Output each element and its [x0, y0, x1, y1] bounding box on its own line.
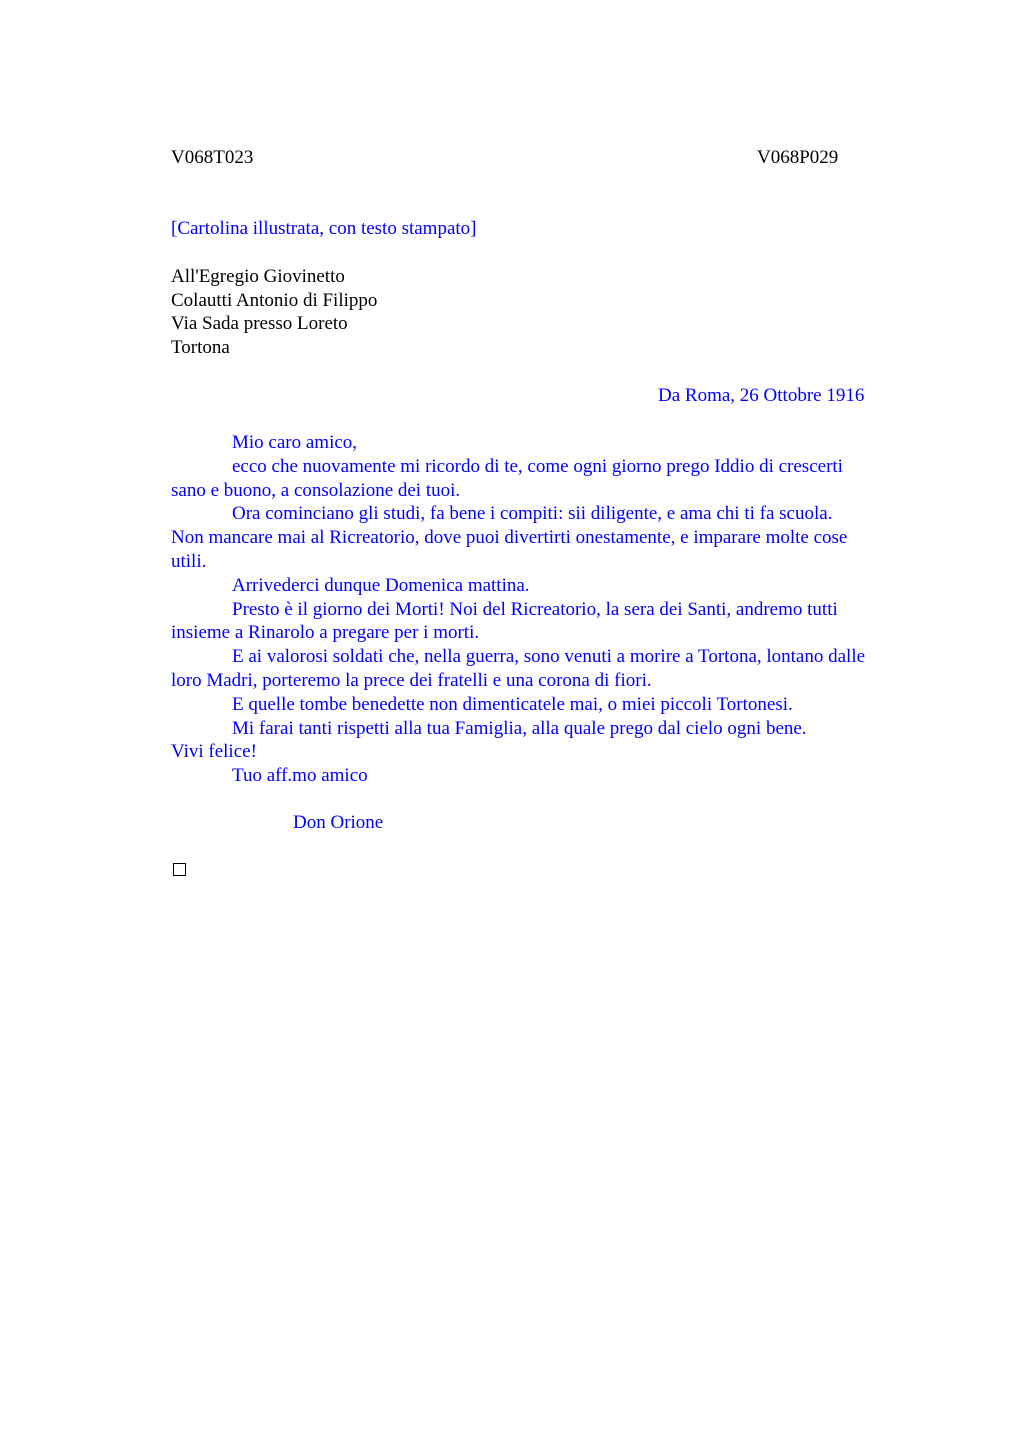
letter-line: utili.	[171, 550, 207, 572]
letter-line: E ai valorosi soldati che, nella guerra, sono venuti a morire a Tortona, lontano dalle	[232, 646, 866, 668]
empty-box-icon	[173, 863, 186, 876]
letter-line: Tuo aff.mo amico	[232, 765, 368, 787]
letter-line: insieme a Rinarolo a pregare per i morti.	[171, 622, 480, 644]
address-line: Colautti Antonio di Filippo	[171, 289, 378, 311]
letter-line: Non mancare mai al Ricreatorio, dove puoi divertirti onestamente, e imparare molte cose	[171, 527, 848, 549]
letter-line: Ora cominciano gli studi, fa bene i compiti: sii diligente, e ama chi ti fa scuola.	[232, 503, 833, 525]
address-line: Via Sada presso Loreto	[171, 313, 348, 335]
letter-line: Arrivederci dunque Domenica mattina.	[232, 574, 530, 596]
letter-line: sano e buono, a consolazione dei tuoi.	[171, 479, 461, 501]
volume-code-right: V068P029	[757, 147, 839, 168]
letter-line: Mio caro amico,	[232, 432, 358, 453]
address-block	[171, 265, 377, 360]
letter-line: Mi farai tanti rispetti alla tua Famiglia, alla quale prego dal cielo ogni bene.	[232, 717, 807, 739]
letter-line: ecco che nuovamente mi ricordo di te, come ogni giorno prego Iddio di crescerti	[232, 455, 843, 477]
letter-line: loro Madri, porteremo la prece dei fratelli e una corona di fiori.	[171, 669, 652, 691]
address-line: Tortona	[171, 337, 230, 359]
address-line: All'Egregio Giovinetto	[171, 266, 345, 287]
letter-line: Vivi felice!	[171, 741, 257, 763]
letter-line: E quelle tombe benedette non dimenticatele mai, o miei piccoli Tortonesi.	[232, 693, 793, 715]
editorial-note: [Cartolina illustrata, con testo stampato]	[171, 218, 477, 239]
letter-body	[171, 431, 951, 788]
volume-code-left: V068T023	[171, 147, 254, 168]
date-line: Da Roma, 26 Ottobre 1916	[658, 385, 865, 406]
letter-line: Presto è il giorno dei Morti! Noi del Ricreatorio, la sera dei Santi, andremo tutti	[232, 598, 838, 620]
signature: Don Orione	[293, 812, 384, 833]
